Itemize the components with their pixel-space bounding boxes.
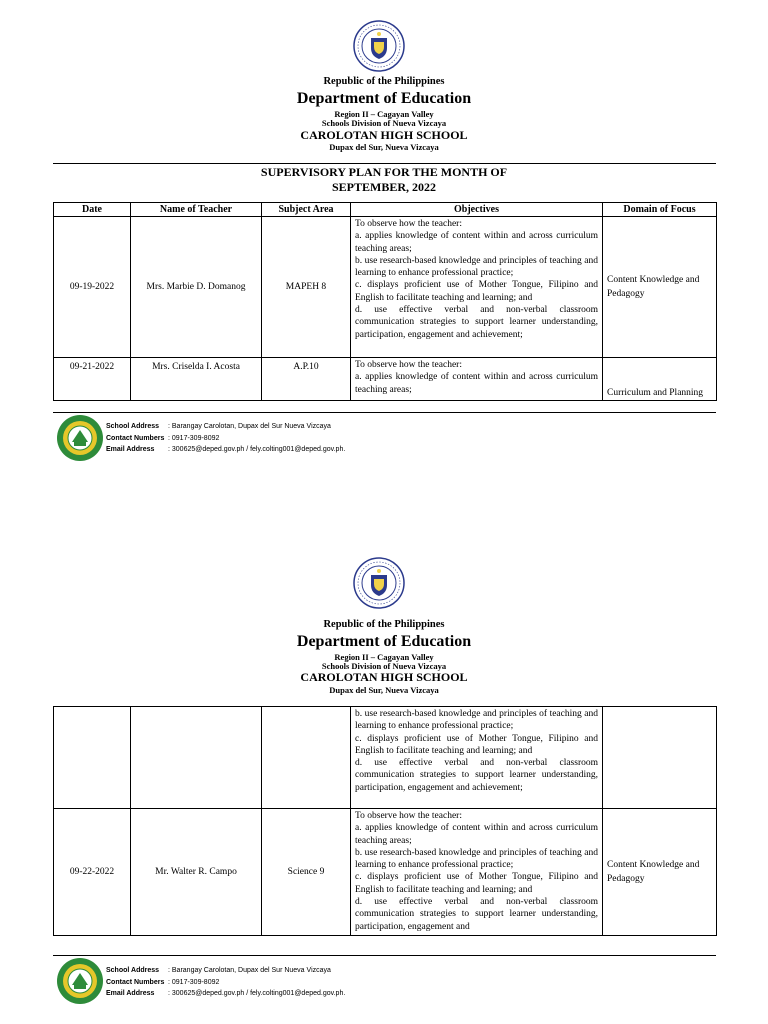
contact-label: Contact Numbers — [106, 978, 165, 986]
email-label: Email Address — [106, 446, 155, 453]
header-date: Date — [54, 203, 131, 217]
row-objectives — [351, 217, 603, 358]
row-domain: Content Knowledge and Pedagogy — [603, 217, 717, 358]
email-label: Email Address — [106, 990, 155, 997]
region-text: Region II – Cagayan Valley — [334, 109, 434, 119]
school-name: CAROLOTAN HIGH SCHOOL — [300, 128, 468, 142]
row-teacher: Mrs. Marbie D. Domanog — [131, 217, 262, 358]
division-text: Schools Division of Nueva Vizcaya — [321, 661, 447, 671]
row-teacher: Mr. Walter R. Campo — [131, 809, 262, 936]
row-date — [54, 707, 131, 809]
department-title: Department of Education — [296, 90, 472, 107]
row-objectives — [351, 707, 603, 809]
address-value: : Barangay Carolotan, Dupax del Sur Nueva Vizcaya — [168, 423, 331, 430]
email-value: : 300625@deped.gov.ph / fely.colting001@deped.gov.ph. — [168, 446, 346, 453]
page-2 — [0, 545, 768, 1015]
address-label: School Address — [106, 967, 160, 974]
header-divider — [53, 163, 716, 164]
republic-text: Republic of the Philippines — [323, 76, 445, 87]
school-address: Dupax del Sur, Nueva Vizcaya — [329, 142, 439, 152]
table-row — [54, 809, 717, 936]
objective-line: To observe how the teacher: a. applies knowledge of content within and across curriculum teaching areas; — [355, 360, 598, 395]
email-value: : 300625@deped.gov.ph / fely.colting001@deped.gov.ph. — [168, 990, 346, 997]
row-teacher: Mrs. Criselda I. Acosta — [131, 358, 262, 401]
division-text: Schools Division of Nueva Vizcaya — [321, 118, 447, 128]
row-objectives — [351, 358, 603, 401]
row-subject: MAPEH 8 — [262, 217, 351, 358]
deped-seal-icon — [353, 557, 405, 609]
plan-title-line-1: SUPERVISORY PLAN FOR THE MONTH OF — [260, 165, 508, 179]
table-row — [54, 358, 717, 401]
header-teacher: Name of Teacher — [131, 203, 262, 217]
footer-divider — [53, 955, 716, 956]
table-header-row — [54, 203, 717, 217]
supervisory-plan-table — [53, 202, 717, 401]
header-subject: Subject Area — [262, 203, 351, 217]
row-subject: A.P.10 — [262, 358, 351, 401]
row-domain: Curriculum and Planning — [603, 358, 717, 401]
row-date: 09-19-2022 — [54, 217, 131, 358]
supervisory-plan-table-continued — [53, 706, 717, 936]
header-objectives: Objectives — [351, 203, 603, 217]
region-text: Region II – Cagayan Valley — [334, 652, 434, 662]
row-domain — [603, 707, 717, 809]
row-subject — [262, 707, 351, 809]
contact-label: Contact Numbers — [106, 434, 165, 442]
row-subject: Science 9 — [262, 809, 351, 936]
contact-value: : 0917-309-8092 — [168, 978, 220, 986]
objective-line: b. use research-based knowledge and principles of teaching and learning to enhance professional practice; c. displays proficient use of Mother Tongue, Filipino and English to facilitate teaching and learning; and d. use effective verbal and non-verbal classroom communication strategies to support learner understanding, participation, engagement and achievement; — [355, 709, 598, 793]
header-domain: Domain of Focus — [603, 203, 717, 217]
page-1 — [0, 0, 768, 500]
plan-title-line-2: SEPTEMBER, 2022 — [331, 180, 436, 194]
school-name: CAROLOTAN HIGH SCHOOL — [300, 670, 468, 684]
department-title: Department of Education — [296, 633, 472, 650]
deped-seal-icon — [353, 20, 405, 72]
row-teacher — [131, 707, 262, 809]
footer-divider — [53, 412, 716, 413]
table-row — [54, 217, 717, 358]
school-logo-icon — [56, 414, 104, 462]
address-value: : Barangay Carolotan, Dupax del Sur Nueva Vizcaya — [168, 967, 331, 974]
row-domain: Content Knowledge and Pedagogy — [603, 809, 717, 936]
republic-text: Republic of the Philippines — [323, 619, 445, 630]
table-row — [54, 707, 717, 809]
objective-line: To observe how the teacher: a. applies knowledge of content within and across curriculum teaching areas; b. use research-based knowledge and principles of teaching and learning to enhance professional practice; c. displays proficient use of Mother Tongue, Filipino and English to facilitate teaching and learning; and d. use effective verbal and non-verbal classroom communication strategies to support learner understanding, participation, engagement and achievement; — [355, 219, 598, 340]
footer-contact — [106, 421, 345, 456]
objective-line: To observe how the teacher: a. applies knowledge of content within and across curriculum teaching areas; b. use research-based knowledge and principles of teaching and learning to enhance professional practice; c. displays proficient use of Mother Tongue, Filipino and English to facilitate teaching and learning; and d. use effective verbal and non-verbal classroom communication strategies to support learner understanding, participation, engagement and — [355, 811, 598, 932]
row-date: 09-22-2022 — [54, 809, 131, 936]
address-label: School Address — [106, 423, 160, 430]
school-logo-icon — [56, 957, 104, 1005]
footer-contact — [106, 965, 345, 1000]
row-date: 09-21-2022 — [54, 358, 131, 401]
school-address: Dupax del Sur, Nueva Vizcaya — [329, 685, 439, 695]
contact-value: : 0917-309-8092 — [168, 434, 220, 442]
row-objectives — [351, 809, 603, 936]
